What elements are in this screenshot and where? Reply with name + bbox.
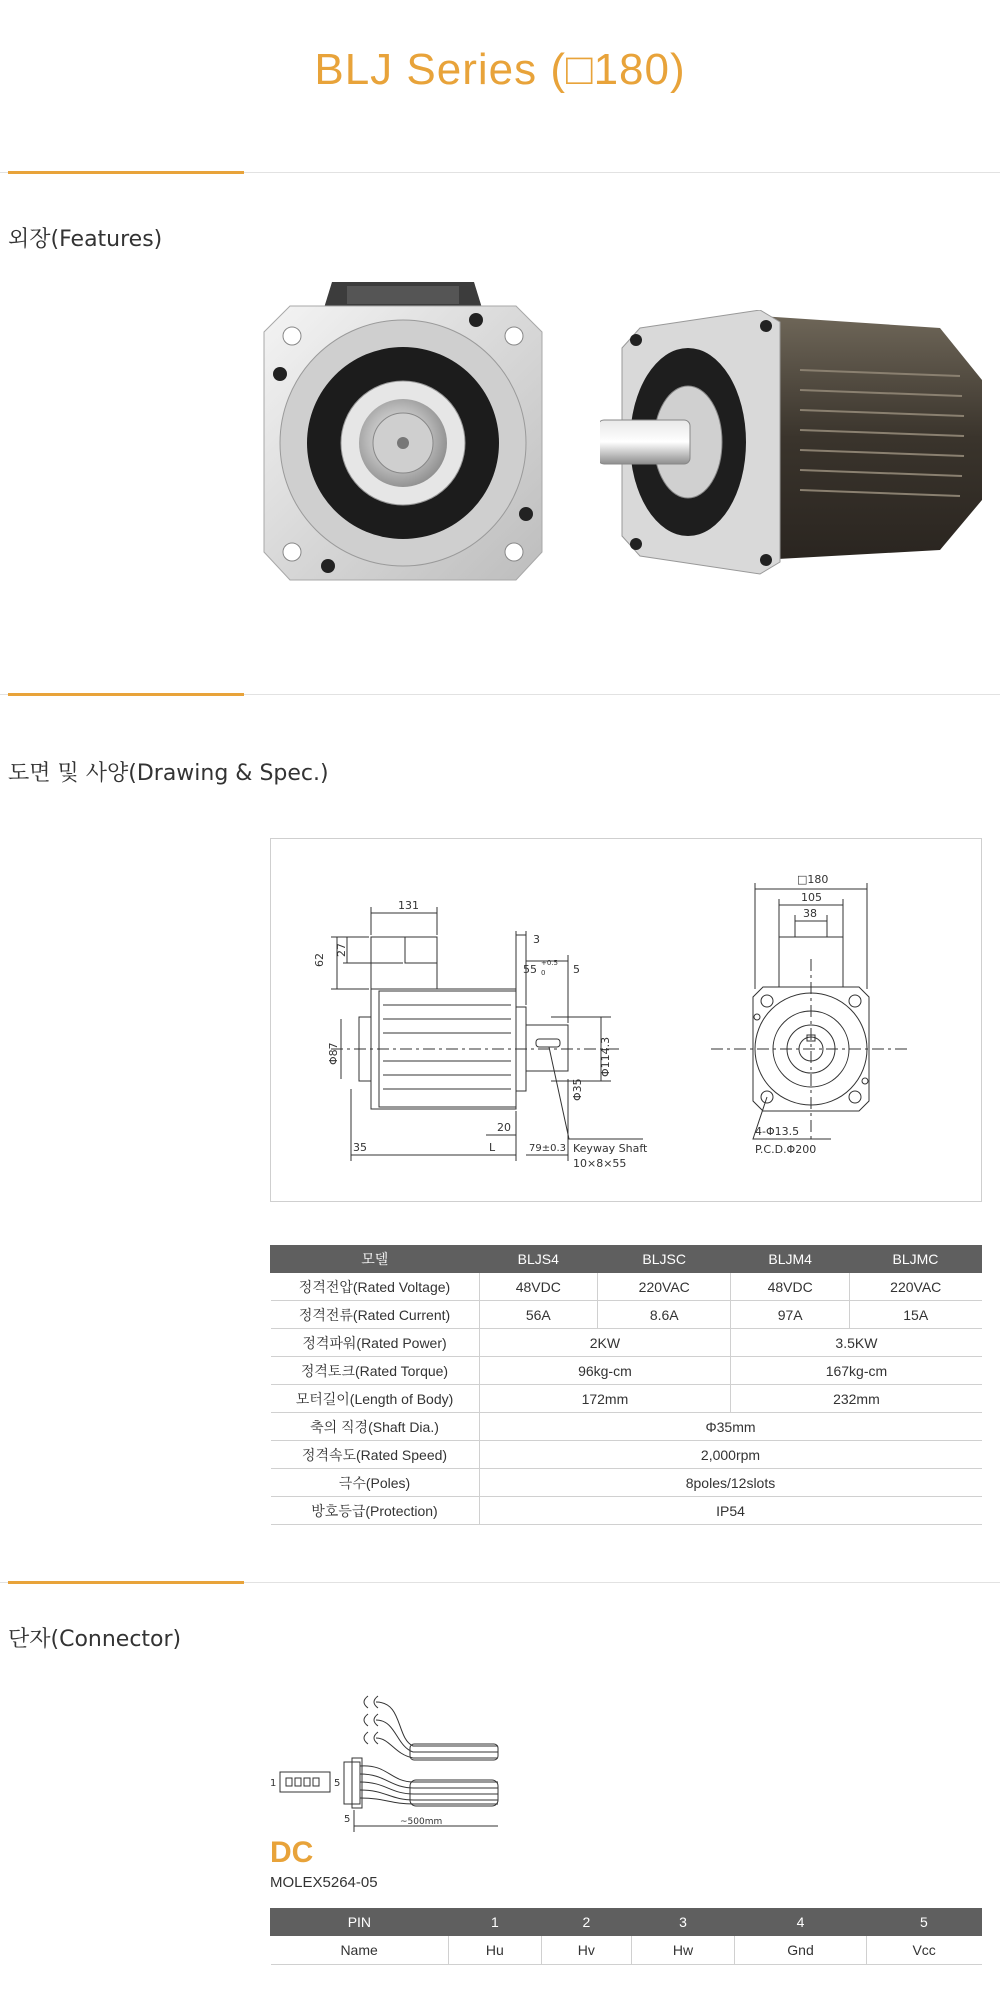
page-title: BLJ Series (□180) xyxy=(314,45,686,94)
row-label: 극수(Poles) xyxy=(271,1469,480,1497)
row-label: 정격전압(Rated Voltage) xyxy=(271,1273,480,1301)
table-row xyxy=(271,1385,982,1413)
dim-3: 3 xyxy=(533,933,540,946)
motor-side-photo xyxy=(600,310,990,578)
dim-L: L xyxy=(489,1141,496,1154)
dim-27: 27 xyxy=(335,943,348,957)
row-label: 정격속도(Rated Speed) xyxy=(271,1441,480,1469)
motor-front-photo xyxy=(262,280,544,588)
row-label: 모터길이(Length of Body) xyxy=(271,1385,480,1413)
table-cell: 97A xyxy=(731,1301,850,1329)
table-cell: 15A xyxy=(849,1301,981,1329)
table-cell: 8.6A xyxy=(598,1301,731,1329)
pin-header: 4 xyxy=(735,1909,866,1936)
connector-pin5: 5 xyxy=(334,1778,341,1789)
table-cell: 2,000rpm xyxy=(479,1441,982,1469)
table-cell: Gnd xyxy=(735,1936,866,1965)
spec-header-col: BLJM4 xyxy=(731,1246,850,1273)
row-label: 정격토크(Rated Torque) xyxy=(271,1357,480,1385)
table-row xyxy=(271,1497,982,1525)
table-cell: 48VDC xyxy=(479,1273,598,1301)
dim-55: 55 xyxy=(523,963,537,976)
table-cell: Name xyxy=(271,1936,449,1965)
table-row xyxy=(271,1413,982,1441)
row-label: 방호등급(Protection) xyxy=(271,1497,480,1525)
row-label: 정격파워(Rated Power) xyxy=(271,1329,480,1357)
section-divider xyxy=(0,694,1000,695)
spec-header-col: BLJS4 xyxy=(479,1246,598,1273)
connector-heading: 단자(Connector) xyxy=(8,1627,182,1652)
table-cell: 8poles/12slots xyxy=(479,1469,982,1497)
pin-table xyxy=(270,1908,982,1965)
table-cell: 220VAC xyxy=(598,1273,731,1301)
table-row xyxy=(271,1273,982,1301)
row-label: 정격전류(Rated Current) xyxy=(271,1301,480,1329)
table-cell: Hu xyxy=(448,1936,541,1965)
table-row xyxy=(271,1441,982,1469)
spec-header-model: 모델 xyxy=(271,1246,480,1273)
table-cell: Vcc xyxy=(866,1936,981,1965)
table-row xyxy=(271,1357,982,1385)
dim-38: 38 xyxy=(803,907,817,920)
pin-header-row xyxy=(271,1909,982,1936)
dim-5: 5 xyxy=(573,963,580,976)
dim-105: 105 xyxy=(801,891,822,904)
pin-header: 5 xyxy=(866,1909,981,1936)
pcd-label: P.C.D.Φ200 xyxy=(755,1143,817,1156)
technical-drawing xyxy=(270,838,982,1202)
table-row xyxy=(271,1469,982,1497)
dim-20: 20 xyxy=(497,1121,511,1134)
dim-79: 79±0.3 xyxy=(529,1143,567,1154)
spec-table xyxy=(270,1245,982,1525)
table-cell: 232mm xyxy=(731,1385,982,1413)
spec-header-col: BLJSC xyxy=(598,1246,731,1273)
connector-model: MOLEX5264-05 xyxy=(270,1874,378,1891)
dimension-drawing xyxy=(271,839,981,1201)
features-heading: 외장(Features) xyxy=(8,227,163,252)
dim-55-tol: +0.5 xyxy=(541,959,558,967)
table-row xyxy=(271,1329,982,1357)
table-cell: 56A xyxy=(479,1301,598,1329)
spec-header-row xyxy=(271,1246,982,1273)
spec-header-col: BLJMC xyxy=(849,1246,981,1273)
table-cell: 96kg-cm xyxy=(479,1357,731,1385)
section-divider xyxy=(0,1582,1000,1583)
pin-header: PIN xyxy=(271,1909,449,1936)
dim-35-shaft: Φ35 xyxy=(571,1078,584,1101)
table-cell: Hw xyxy=(631,1936,735,1965)
table-row xyxy=(271,1936,982,1965)
table-row xyxy=(271,1301,982,1329)
connector-drawing xyxy=(268,1686,508,1836)
drawing-heading: 도면 및 사양(Drawing & Spec.) xyxy=(8,761,329,786)
dim-114: Φ114.3 xyxy=(599,1036,612,1077)
table-cell: 3.5KW xyxy=(731,1329,982,1357)
pin-header: 2 xyxy=(541,1909,631,1936)
row-label: 축의 직경(Shaft Dia.) xyxy=(271,1413,480,1441)
table-cell: Hv xyxy=(541,1936,631,1965)
table-cell: 220VAC xyxy=(849,1273,981,1301)
dim-87: Φ87 xyxy=(327,1042,340,1065)
pin-header: 1 xyxy=(448,1909,541,1936)
dc-label: DC xyxy=(270,1836,314,1869)
table-cell: IP54 xyxy=(479,1497,982,1525)
table-cell: Φ35mm xyxy=(479,1413,982,1441)
cable-length: ~500mm xyxy=(400,1817,443,1827)
dim-131: 131 xyxy=(398,899,419,912)
connector-pin1: 1 xyxy=(270,1778,277,1789)
dim-55-tol0: 0 xyxy=(541,969,546,977)
pin-header: 3 xyxy=(631,1909,735,1936)
table-cell: 2KW xyxy=(479,1329,731,1357)
holes-label: 4-Φ13.5 xyxy=(755,1125,800,1138)
dim-35: 35 xyxy=(353,1141,367,1154)
connector-pin5b: 5 xyxy=(344,1814,351,1825)
keyway-size: 10×8×55 xyxy=(573,1157,627,1170)
dim-180: □180 xyxy=(797,873,829,886)
section-divider xyxy=(0,172,1000,173)
table-cell: 172mm xyxy=(479,1385,731,1413)
table-cell: 167kg-cm xyxy=(731,1357,982,1385)
keyway-label: Keyway Shaft xyxy=(573,1142,648,1155)
dim-62: 62 xyxy=(313,953,326,967)
table-cell: 48VDC xyxy=(731,1273,850,1301)
